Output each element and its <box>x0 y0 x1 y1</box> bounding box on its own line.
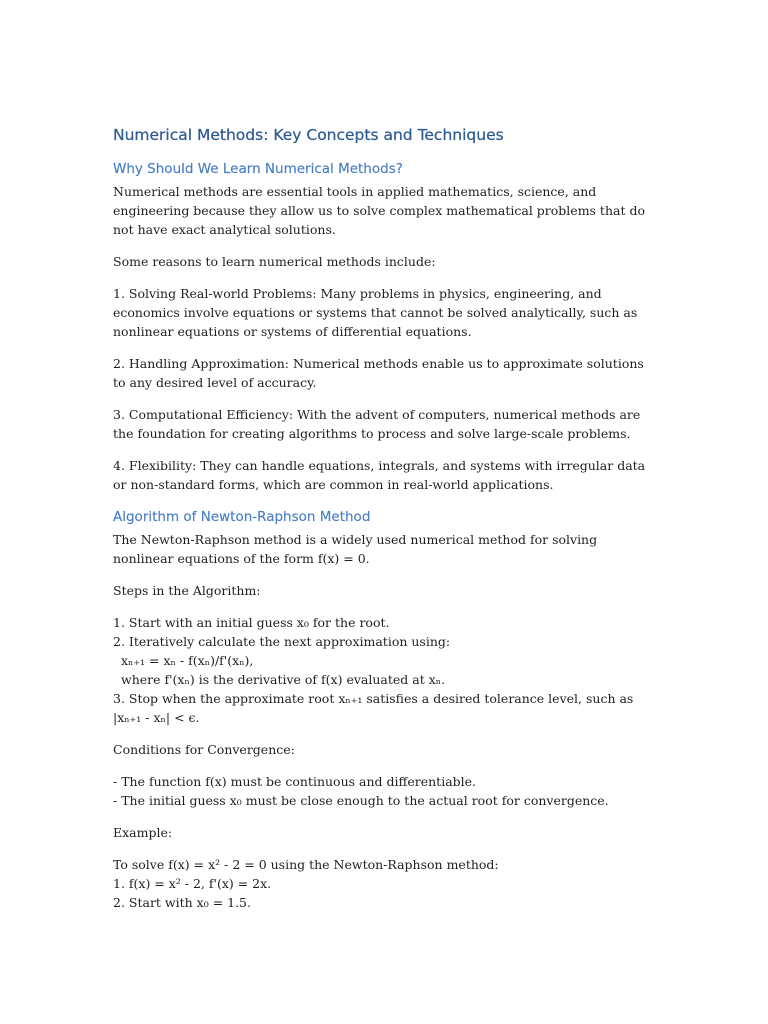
example-line: To solve f(x) = x² - 2 = 0 using the Newton-Raphson method: <box>113 857 499 872</box>
reason-item: 1. Solving Real-world Problems: Many problems in physics, engineering, and economics involve equations or systems that cannot be solved analytically, such as nonlinear equations or systems of differential equations. <box>113 286 638 339</box>
iteration-formula: xₙ₊₁ = xₙ - f(xₙ)/f'(xₙ), <box>121 653 254 668</box>
reason-item: 3. Computational Efficiency: With the advent of computers, numerical methods are the foundation for creating algorithms to process and solve large-scale problems. <box>113 407 641 441</box>
example-lines <box>113 855 658 912</box>
algorithm-step: 1. Start with an initial guess x₀ for the root. <box>113 615 390 630</box>
section-heading-why-learn: Why Should We Learn Numerical Methods? <box>113 161 403 177</box>
formula-note: where f'(xₙ) is the derivative of f(x) evaluated at xₙ. <box>121 672 446 687</box>
steps-lead: Steps in the Algorithm: <box>113 583 261 598</box>
condition-item: - The initial guess x₀ must be close enough to the actual root for convergence. <box>113 793 609 808</box>
conditions-lead: Conditions for Convergence: <box>113 742 295 757</box>
example-line: 2. Start with x₀ = 1.5. <box>113 895 251 910</box>
example-lead: Example: <box>113 825 173 840</box>
document-title: Numerical Methods: Key Concepts and Techniques <box>113 126 504 144</box>
section1-intro: Numerical methods are essential tools in applied mathematics, science, and engineering because they allow us to solve complex mathematical problems that do not have exact analytical solutions. <box>113 184 645 237</box>
document-page <box>113 124 658 912</box>
algorithm-step: 3. Stop when the approximate root xₙ₊₁ satisfies a desired tolerance level, such as |xₙ₊₁ - xₙ| < ϵ. <box>113 691 634 725</box>
section-heading-newton-raphson: Algorithm of Newton-Raphson Method <box>113 509 371 525</box>
reasons-lead: Some reasons to learn numerical methods include: <box>113 254 436 269</box>
reason-item: 4. Flexibility: They can handle equations, integrals, and systems with irregular data or non-standard forms, which are common in real-world applications. <box>113 458 646 492</box>
algorithm-step: 2. Iteratively calculate the next approximation using: <box>113 634 451 649</box>
condition-item: - The function f(x) must be continuous and differentiable. <box>113 774 477 789</box>
example-line: 1. f(x) = x² - 2, f'(x) = 2x. <box>113 876 272 891</box>
section2-intro: The Newton-Raphson method is a widely used numerical method for solving nonlinear equations of the form f(x) = 0. <box>113 532 598 566</box>
reason-item: 2. Handling Approximation: Numerical methods enable us to approximate solutions to any desired level of accuracy. <box>113 356 644 390</box>
conditions-list <box>113 772 658 810</box>
algorithm-steps <box>113 613 658 727</box>
